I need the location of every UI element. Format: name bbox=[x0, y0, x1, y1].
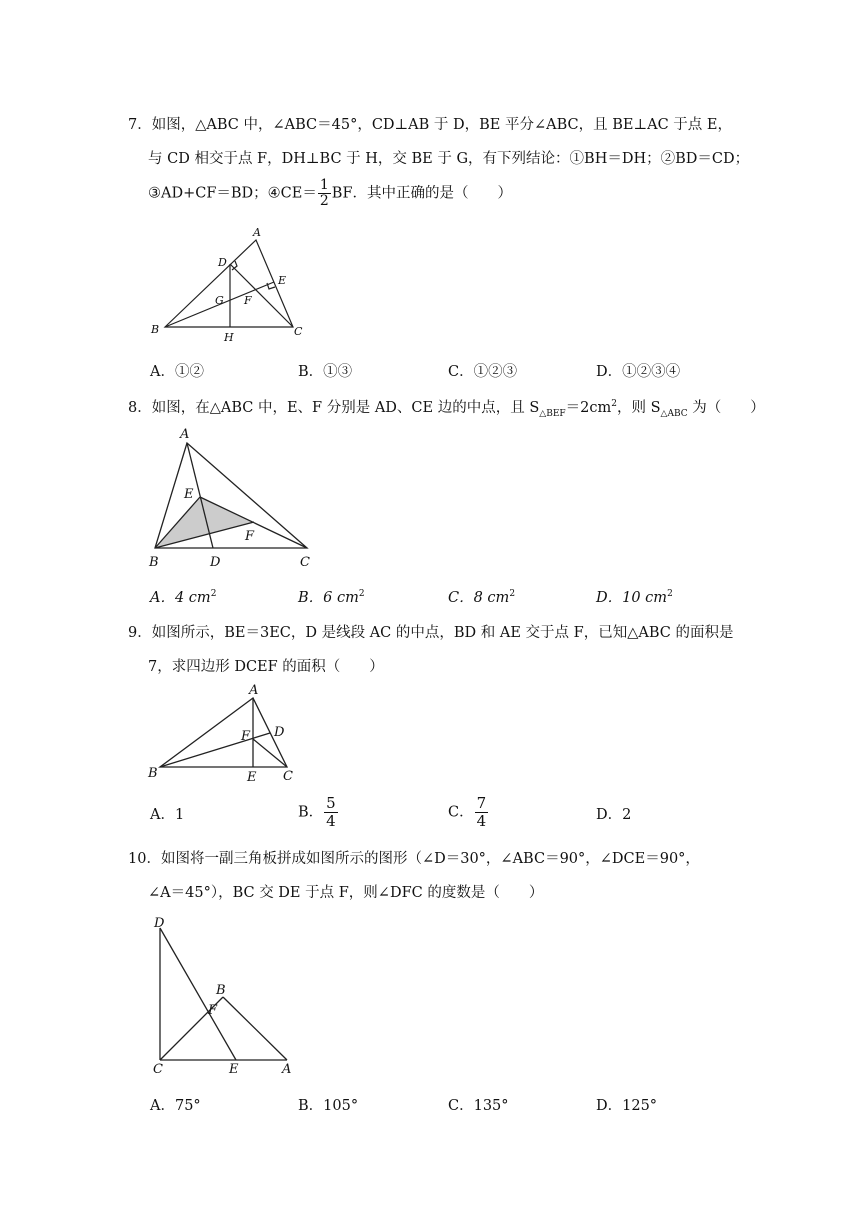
q7-label-f: F bbox=[244, 294, 252, 307]
q8-option-d-sup: 2 bbox=[667, 589, 673, 600]
q7-frac-den: 2 bbox=[319, 193, 329, 209]
q9-option-c-num: 7 bbox=[476, 794, 487, 812]
q9-option-b-prefix: B． bbox=[298, 804, 324, 821]
q9-option-d[interactable]: D．2 bbox=[596, 807, 632, 823]
q10-option-c[interactable]: C．135° bbox=[448, 1098, 509, 1114]
q7-option-b[interactable]: B．①③ bbox=[298, 364, 353, 380]
q10-label-a: A bbox=[282, 1062, 292, 1077]
q9-label-b: B bbox=[148, 766, 158, 781]
q8-text-1a: 8．如图，在△ABC 中，E、F 分别是 AD、CE 边的中点，且 S bbox=[128, 400, 540, 416]
q8-label-a: A bbox=[180, 427, 190, 442]
q9-text-line-2: 7，求四边形 DCEF 的面积（ ） bbox=[148, 659, 384, 675]
q8-sup-2: 2 bbox=[611, 399, 617, 410]
q10-label-b: B bbox=[216, 983, 226, 998]
q8-label-f: F bbox=[245, 529, 255, 544]
q9-label-e: E bbox=[247, 770, 257, 785]
q7-label-e: E bbox=[278, 274, 287, 287]
q9-option-a[interactable]: A．1 bbox=[150, 807, 185, 823]
q7-label-h: H bbox=[224, 331, 234, 344]
q8-label-d: D bbox=[210, 555, 221, 570]
q8-option-a-sup: 2 bbox=[210, 589, 217, 600]
q10-text-line-1: 10．如图将一副三角板拼成如图所示的图形（∠D＝30°，∠ABC＝90°，∠DCE＝90°， bbox=[128, 851, 700, 867]
q8-option-c-sup: 2 bbox=[509, 589, 516, 600]
q8-sub-bef: △BEF bbox=[539, 408, 566, 419]
q9-label-f: F bbox=[241, 729, 251, 744]
q8-option-b-text: B．6 cm bbox=[298, 590, 359, 606]
q7-option-a[interactable]: A．①② bbox=[150, 364, 204, 380]
q10-label-e: E bbox=[229, 1062, 239, 1077]
q8-text-1c: ，则 S bbox=[616, 400, 661, 416]
q7-text-line-3a: ③AD+CF＝BD；④CE＝ bbox=[148, 185, 317, 202]
q10-text-line-2: ∠A＝45°），BC 交 DE 于点 F，则∠DFC 的度数是（ ） bbox=[148, 885, 544, 901]
q7-option-d[interactable]: D．①②③④ bbox=[596, 364, 681, 380]
q8-option-a-text: A．4 cm bbox=[150, 590, 211, 606]
q8-label-c: C bbox=[300, 555, 310, 570]
q9-option-b-den: 4 bbox=[326, 812, 336, 830]
q7-label-c: C bbox=[294, 325, 303, 338]
q8-option-d-text: D．10 cm bbox=[596, 590, 668, 606]
q9-option-b-num: 5 bbox=[326, 794, 336, 812]
q7-text-line-1: 7．如图，△ABC 中，∠ABC＝45°，CD⊥AB 于 D，BE 平分∠ABC，且 BE⊥AC 于点 E， bbox=[128, 117, 732, 133]
q9-text-line-1: 9．如图所示，BE＝3EC，D 是线段 AC 的中点，BD 和 AE 交于点 F，已知△ABC 的面积是 bbox=[128, 625, 734, 641]
q7-label-g: G bbox=[215, 294, 224, 307]
q9-option-c-prefix: C． bbox=[448, 804, 474, 821]
q7-label-b: B bbox=[151, 323, 160, 336]
q7-label-d: D bbox=[218, 256, 227, 269]
q8-sub-abc: △ABC bbox=[660, 408, 688, 419]
q10-label-f: F bbox=[208, 1003, 218, 1018]
q9-label-c: C bbox=[283, 769, 293, 784]
q7-text-line-2: 与 CD 相交于点 F，DH⊥BC 于 H，交 BE 于 G，有下列结论：①BH＝DH；②BD＝CD； bbox=[148, 151, 750, 167]
q10-option-d[interactable]: D．125° bbox=[596, 1098, 658, 1114]
q8-text-1d: 为（ ） bbox=[687, 400, 765, 416]
q9-option-c-den: 4 bbox=[476, 812, 487, 830]
q7-frac-num: 1 bbox=[319, 177, 329, 193]
q10-label-c: C bbox=[153, 1062, 163, 1077]
q7-option-c[interactable]: C．①②③ bbox=[448, 364, 518, 380]
q8-option-b-sup: 2 bbox=[358, 589, 365, 600]
q7-label-a: A bbox=[253, 226, 261, 239]
q10-label-d: D bbox=[154, 916, 165, 931]
q9-label-d: D bbox=[274, 725, 285, 740]
q10-option-b[interactable]: B．105° bbox=[298, 1098, 359, 1114]
q10-option-a[interactable]: A．75° bbox=[150, 1098, 201, 1114]
q8-label-b: B bbox=[149, 555, 159, 570]
q8-label-e: E bbox=[184, 487, 194, 502]
q7-text-line-3b: BF．其中正确的是（ ） bbox=[331, 185, 513, 202]
q8-text-1b: ＝2cm bbox=[565, 400, 612, 416]
q8-option-c-text: C．8 cm bbox=[448, 590, 510, 606]
q10-segment-ba bbox=[223, 997, 287, 1060]
q9-label-a: A bbox=[249, 683, 259, 698]
